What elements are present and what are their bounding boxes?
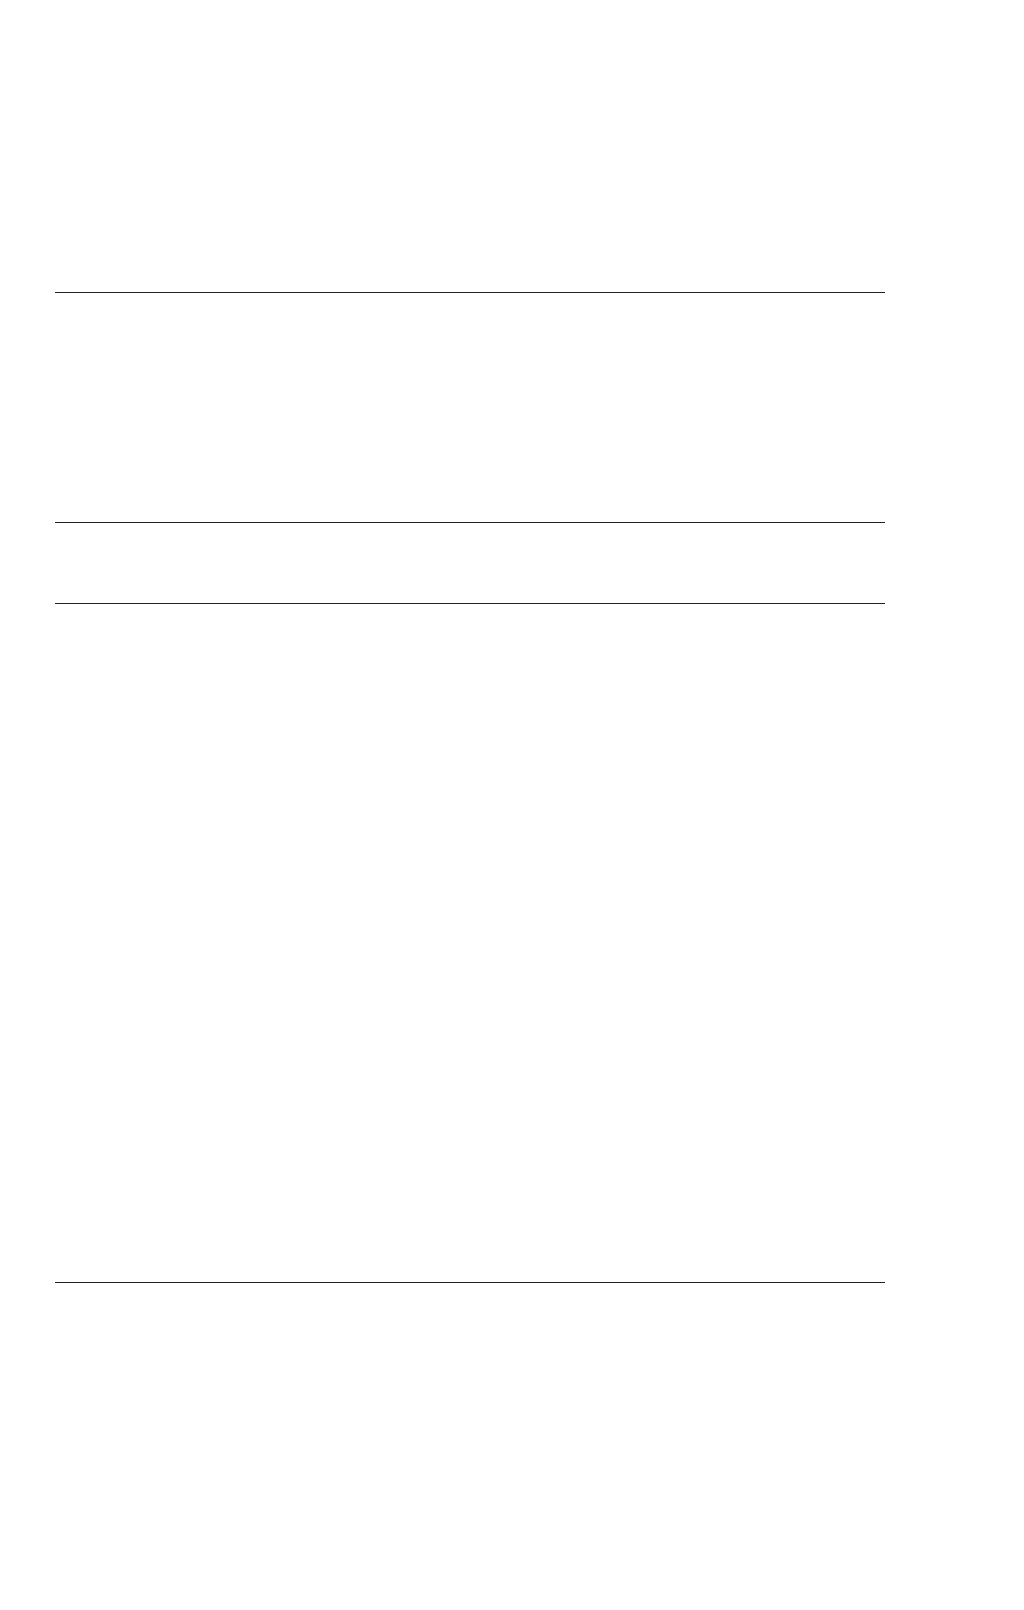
paragraph-2-line [55, 1395, 885, 1435]
paragraph-1-line [55, 368, 885, 408]
table-10-bottom-rule [55, 1282, 885, 1283]
paragraph-2-line [55, 1355, 885, 1395]
paragraph-2-line [55, 1315, 885, 1355]
table-10-header-row-1 [0, 525, 1024, 553]
table-10-header-rule [55, 603, 885, 604]
table-10-header-row-2 [0, 565, 1024, 593]
paragraph-1 [55, 328, 885, 448]
paragraph-2-line [55, 1435, 885, 1475]
paragraph-1-line [55, 408, 885, 448]
paragraph-2 [55, 1315, 885, 1475]
top-table-bottom-rule [55, 292, 885, 293]
paragraph-1-line [55, 328, 885, 368]
table-10-top-rule [55, 522, 885, 523]
